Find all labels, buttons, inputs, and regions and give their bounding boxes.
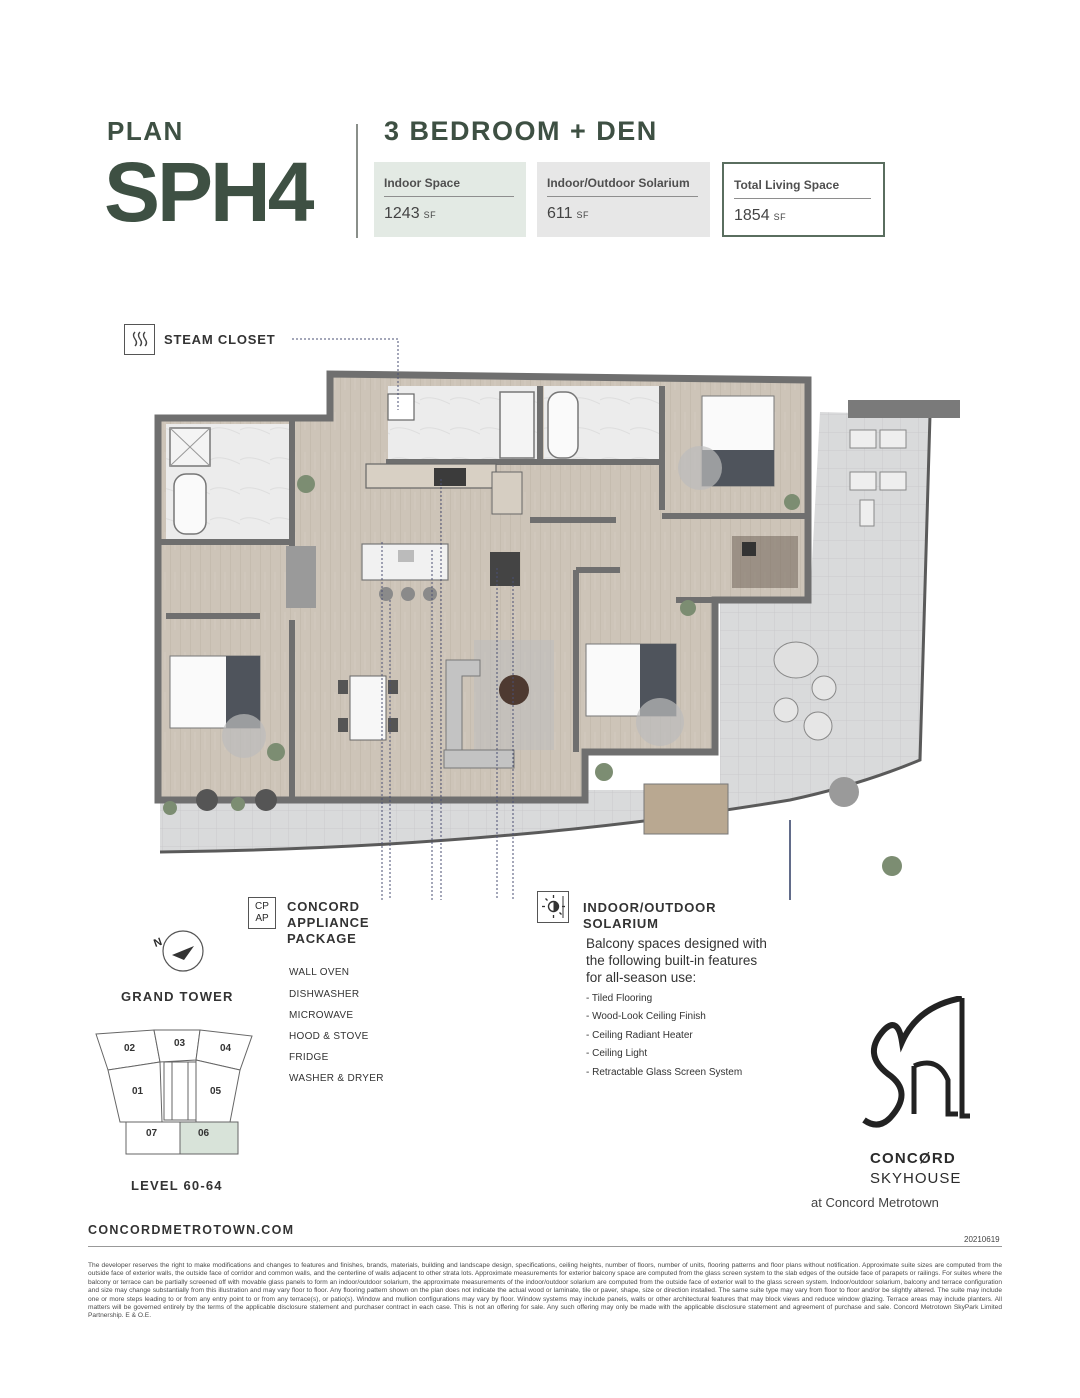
solarium-feature: - Tiled Flooring — [586, 993, 653, 1004]
solarium-feature: - Retractable Glass Screen System — [586, 1067, 743, 1078]
keyplan-label-02: 02 — [124, 1043, 136, 1054]
appliance-title-line-3: PACKAGE — [287, 931, 357, 946]
legal-disclaimer: The developer reserves the right to make modifications and changes to features and finishes, brands, materials, building and landscape design, specifications, ceiling heights, number of floors, number of units, flooring patterns and floor plans without notification. Approximate suite sizes are computed from the outside face of exterior walls, the outside face of corridor and common walls, and the centerline of walls adjacent to other strata lots. Approximate measurements for exterior balcony space are computed from the glass screen system to the slab edges of the outside face of parapets or railings. For suites where the balcony or terrace can be partially screened off with movable glass panels to form an indoor/outdoor solarium, the approximate measurements of the indoor/outdoor solarium are computed from the outside face of exterior wall to the glass screen system. Indoor/outdoor solarium, balcony and terrace configuration and size may change substantially from this illustration and may vary floor to floor. Any flooring pattern shown on the plan does not indicate the actual wood or laminate, tile or paver, shape, size or direction installed. The same suite type may vary from floor to floor and/or be slightly altered. The suite may include one or more steps leading to or from any entry point to or from any terrace(s), or patio(s). Window and mullion configurations may vary by floor. Window systems may include panels, walls or other architectural features that may block views and reduce window glazing. Terrace areas may include planters. All matters will be governed entirely by the terms of the applicable disclosure statement and purchaser contract in each case. This is not an offering for sale. Any such offering may only be made with the applicable disclosure statement and agreement of purchase and sale. Concord Metrotown SkyPark Limited Partnership. E & O.E. — [88, 1262, 1002, 1320]
sun-icon — [537, 891, 569, 923]
appliance-item: WALL OVEN — [289, 967, 350, 978]
plan-label: PLAN — [107, 116, 184, 146]
brand-name-skyhouse: SKYHOUSE — [870, 1170, 962, 1187]
appliance-icon-text-top: CP — [255, 901, 269, 912]
solarium-space-label: Indoor/Outdoor Solarium — [547, 176, 698, 197]
keyplan-label-06: 06 — [198, 1128, 210, 1139]
keyplan-label-05: 05 — [210, 1086, 222, 1097]
appliance-title-line-2: APPLIANCE — [287, 915, 370, 930]
solarium-feature: - Ceiling Light — [586, 1048, 648, 1059]
solarium-feature: - Ceiling Radiant Heater — [586, 1030, 693, 1041]
appliance-package-title — [287, 899, 369, 947]
appliance-item: MICROWAVE — [289, 1010, 354, 1021]
compass-north-label: N — [152, 936, 164, 950]
brand-name-concord: CONCØRD — [870, 1150, 956, 1167]
indoor-space-label: Indoor Space — [384, 176, 514, 197]
coffee-table — [499, 675, 529, 705]
bedroom-label: 3 BEDROOM + DEN — [384, 116, 658, 146]
kitchen-counter — [366, 464, 496, 488]
level-label: LEVEL 60-64 — [131, 1178, 223, 1193]
compass-icon — [152, 928, 204, 974]
appliance-item: DISHWASHER — [289, 989, 360, 1000]
solarium-space-value: 611 — [547, 205, 573, 222]
fridge — [490, 552, 520, 586]
keyplan-label-04: 04 — [220, 1043, 232, 1054]
plan-code: SPH4 — [104, 145, 312, 239]
footer-divider — [88, 1246, 1002, 1247]
brand-mark-logo — [858, 996, 970, 1132]
website-link[interactable]: CONCORDMETROTOWN.COM — [88, 1223, 295, 1237]
keyplan-label-01: 01 — [132, 1086, 144, 1097]
solarium-body-line-1: Balcony spaces designed with — [586, 936, 767, 951]
den-desk — [732, 536, 798, 588]
solarium-description — [586, 935, 767, 986]
solarium-feature: - Wood-Look Ceiling Finish — [586, 1011, 706, 1022]
document-code: 20210619 — [964, 1235, 1000, 1244]
appliance-item: FRIDGE — [289, 1052, 329, 1063]
washer-dryer — [286, 546, 316, 608]
indoor-space-value: 1243 — [384, 205, 420, 222]
solarium-table — [644, 784, 728, 834]
solarium-title-line-1: INDOOR/OUTDOOR — [583, 900, 717, 915]
brand-location: at Concord Metrotown — [811, 1195, 939, 1210]
steam-closet-title: STEAM CLOSET — [164, 332, 276, 347]
appliance-package-icon — [248, 897, 276, 929]
indoor-space-unit: SF — [423, 210, 437, 220]
dining-table — [350, 676, 386, 740]
appliance-title-line-1: CONCORD — [287, 899, 360, 914]
appliance-icon-text-bottom: AP — [255, 913, 269, 924]
planter-wall — [848, 400, 960, 418]
total-space-unit: SF — [773, 212, 787, 222]
tower-name: GRAND TOWER — [121, 989, 234, 1004]
key-plan — [92, 1026, 272, 1160]
keyplan-label-07: 07 — [146, 1128, 158, 1139]
solarium-space-unit: SF — [576, 210, 590, 220]
appliance-item: WASHER & DRYER — [289, 1073, 384, 1084]
solarium-body-line-3: for all-season use: — [586, 970, 697, 985]
solarium-title — [583, 900, 716, 932]
solarium-body-line-2: the following built-in features — [586, 953, 758, 968]
stove — [434, 468, 466, 486]
total-space-label: Total Living Space — [734, 178, 871, 199]
appliance-item: HOOD & STOVE — [289, 1031, 369, 1042]
total-space-value: 1854 — [734, 207, 770, 224]
keyplan-label-03: 03 — [174, 1038, 186, 1049]
solarium-title-line-2: SOLARIUM — [583, 916, 659, 931]
